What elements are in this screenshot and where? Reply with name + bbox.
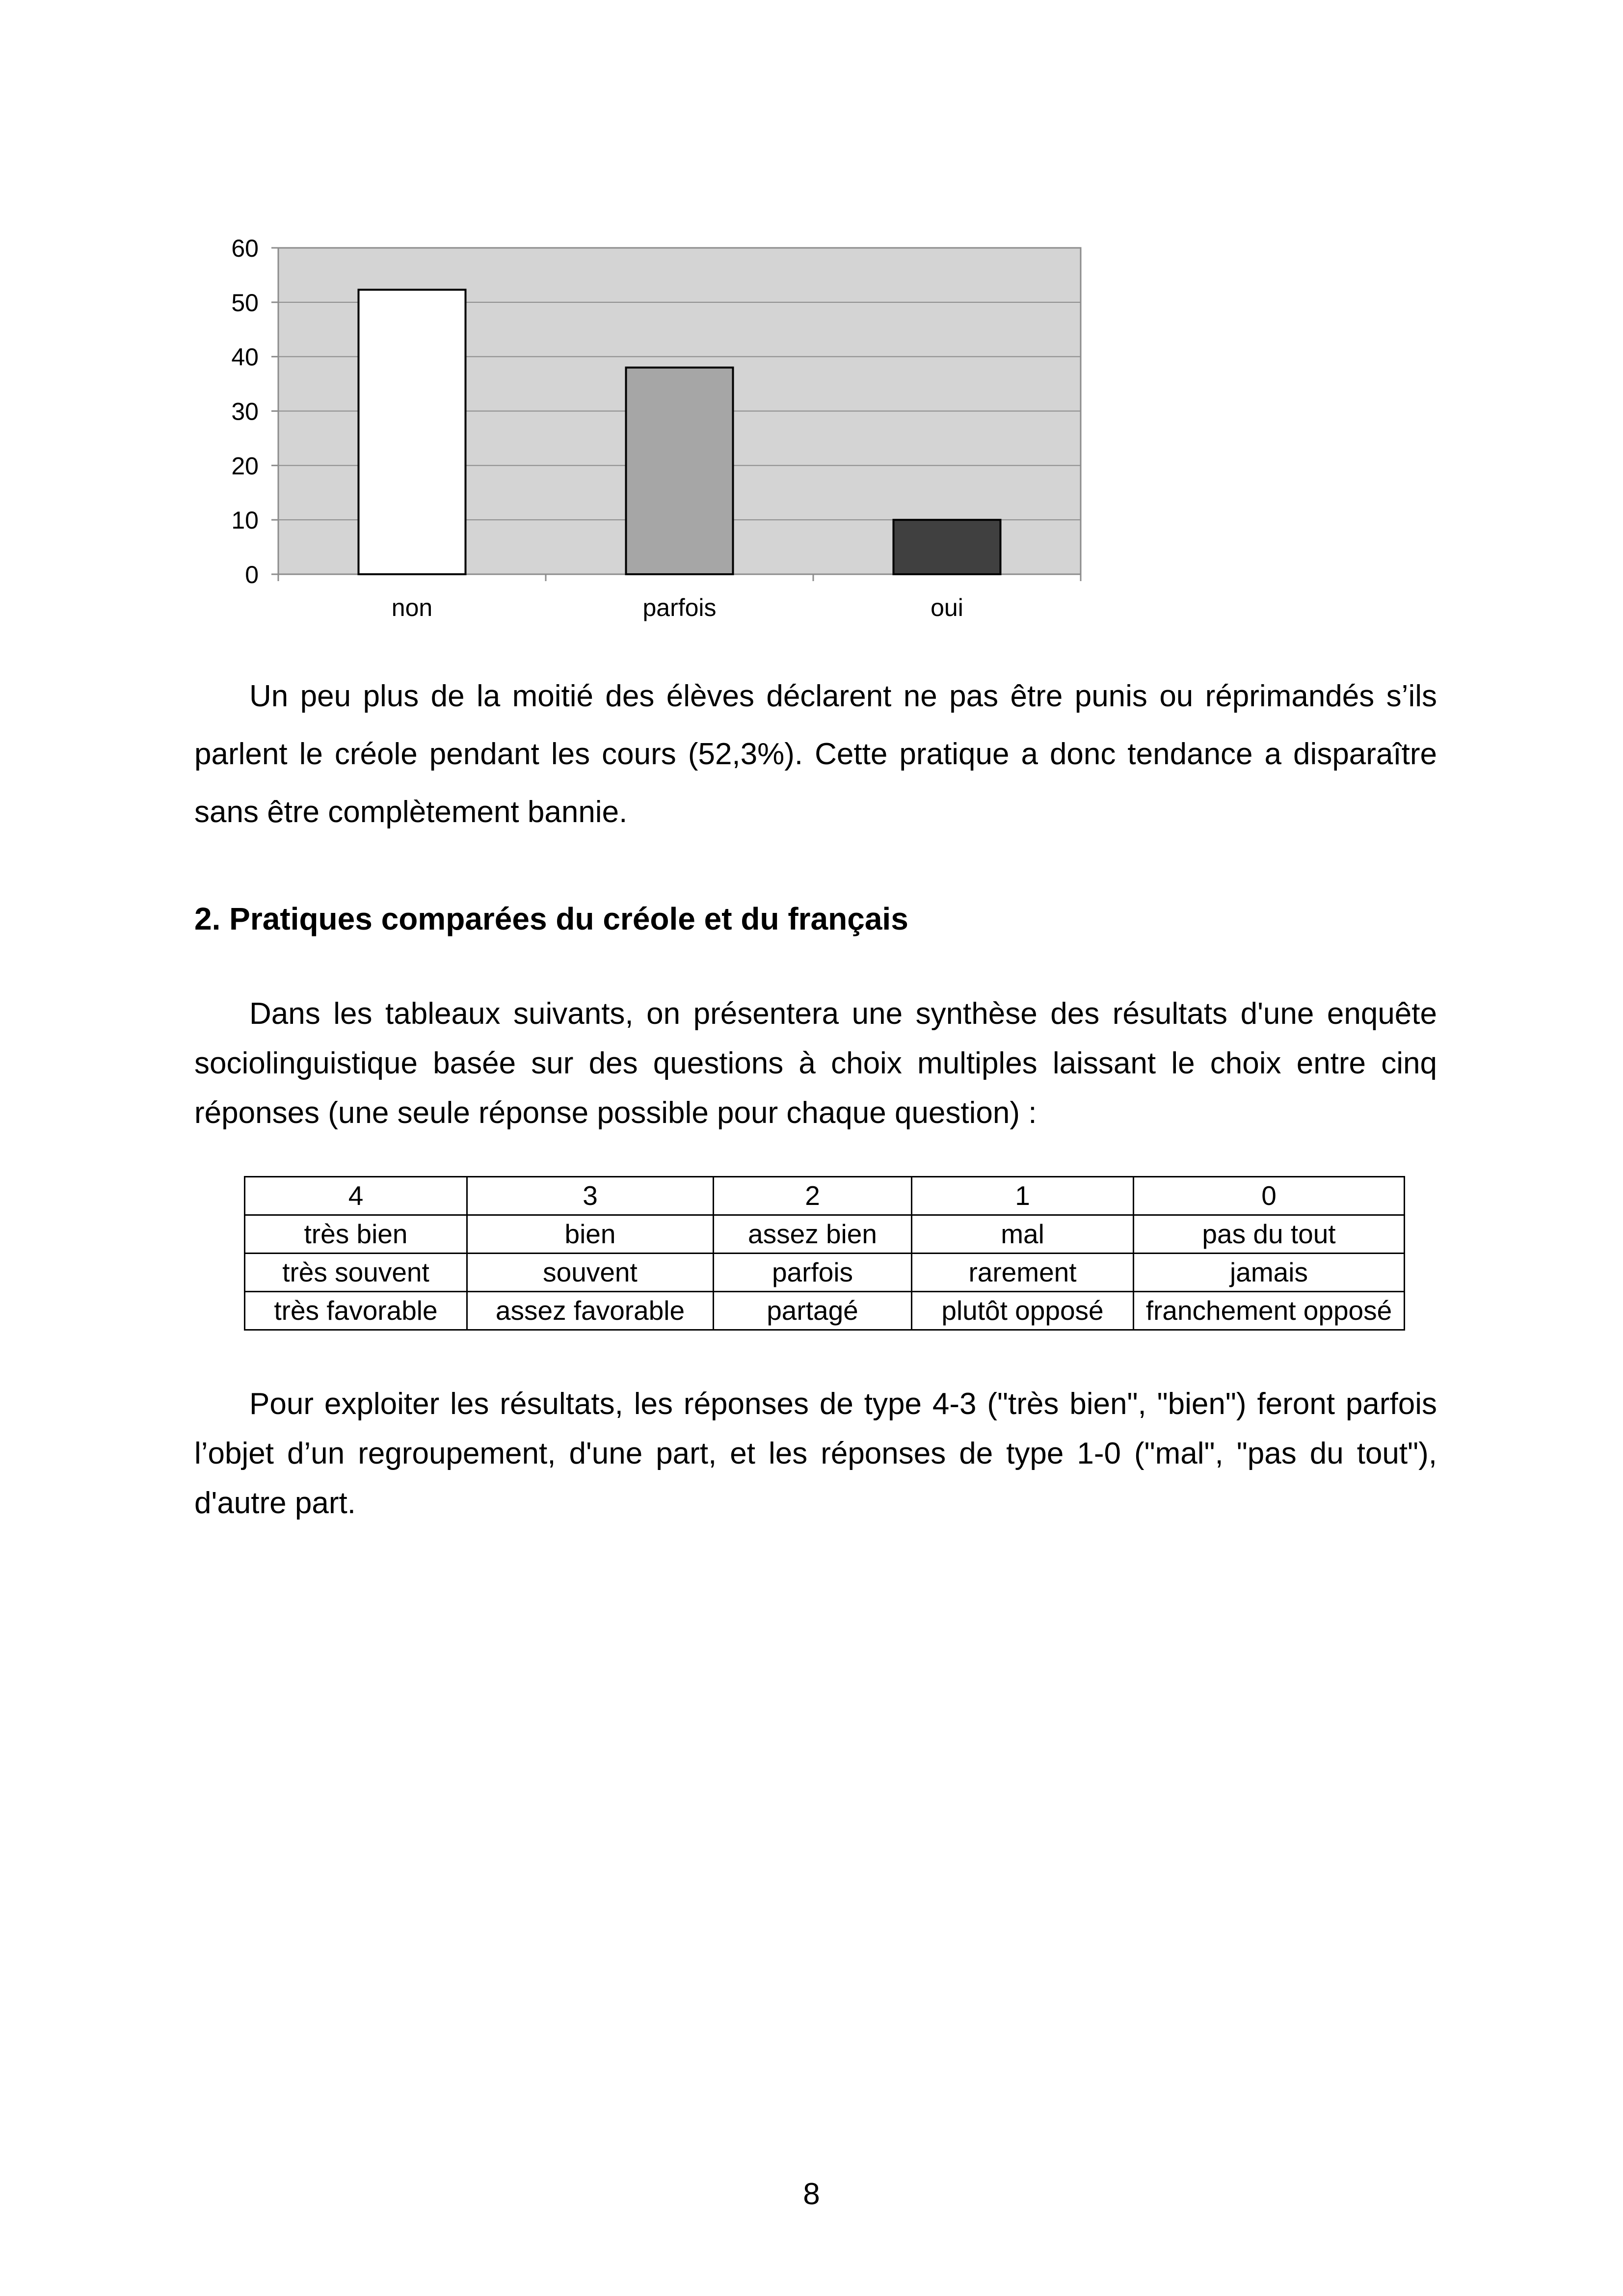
- table-cell: assez favorable: [467, 1292, 714, 1330]
- table-cell: 0: [1134, 1177, 1405, 1215]
- response-scale-table: [244, 1176, 1405, 1331]
- y-tick-label: 0: [245, 561, 259, 588]
- table-row: [245, 1215, 1405, 1254]
- table-cell: plutôt opposé: [912, 1292, 1134, 1330]
- section-heading: 2. Pratiques comparées du créole et du français: [194, 901, 908, 936]
- table-cell: assez bien: [714, 1215, 912, 1254]
- table-cell: rarement: [912, 1254, 1134, 1292]
- table-cell: 1: [912, 1177, 1134, 1215]
- page-number: 8: [803, 2177, 820, 2211]
- table-cell: parfois: [714, 1254, 912, 1292]
- bar-chart: [206, 226, 1090, 648]
- table-row: [245, 1254, 1405, 1292]
- table-cell: mal: [912, 1215, 1134, 1254]
- table-cell: 2: [714, 1177, 912, 1215]
- table-cell: souvent: [467, 1254, 714, 1292]
- table-header-row: [245, 1177, 1405, 1215]
- table-cell: pas du tout: [1134, 1215, 1405, 1254]
- table-cell: très souvent: [245, 1254, 467, 1292]
- paragraph-punishment: Un peu plus de la moitié des élèves déclarent ne pas être punis ou réprimandés s’ils parlent le créole pendant les cours (52,3%). Cette pratique a donc tendance a disparaître sans être complètement bannie.: [194, 679, 1437, 829]
- bar-non: [359, 290, 466, 574]
- table-cell: 4: [245, 1177, 467, 1215]
- y-tick-label: 50: [231, 289, 259, 317]
- y-tick-label: 20: [231, 452, 259, 480]
- x-tick-label: parfois: [642, 594, 717, 621]
- table-cell: bien: [467, 1215, 714, 1254]
- y-tick-label: 10: [231, 507, 259, 534]
- table-cell: jamais: [1134, 1254, 1405, 1292]
- paragraph-grouping: Pour exploiter les résultats, les réponses de type 4-3 ("très bien", "bien") feront parfois l’objet d’un regroupement, d'une part, et les réponses de type 1-0 ("mal", "pas du tout"), d'autre part.: [194, 1387, 1437, 1520]
- x-tick-label: non: [391, 594, 433, 621]
- x-tick-label: oui: [931, 594, 963, 621]
- y-tick-label: 40: [231, 343, 259, 371]
- y-tick-label: 60: [231, 235, 259, 262]
- table-row: [245, 1292, 1405, 1330]
- table-cell: franchement opposé: [1134, 1292, 1405, 1330]
- table-cell: très favorable: [245, 1292, 467, 1330]
- paragraph-survey-intro: Dans les tableaux suivants, on présentera une synthèse des résultats d'une enquête sociolinguistique basée sur des questions à choix multiples laissant le choix entre cinq réponses (une seule réponse possible pour chaque question) :: [194, 997, 1437, 1130]
- y-tick-label: 30: [231, 398, 259, 426]
- bar-parfois: [626, 368, 733, 574]
- table-cell: 3: [467, 1177, 714, 1215]
- bar-oui: [894, 520, 1001, 574]
- table-cell: partagé: [714, 1292, 912, 1330]
- table-cell: très bien: [245, 1215, 467, 1254]
